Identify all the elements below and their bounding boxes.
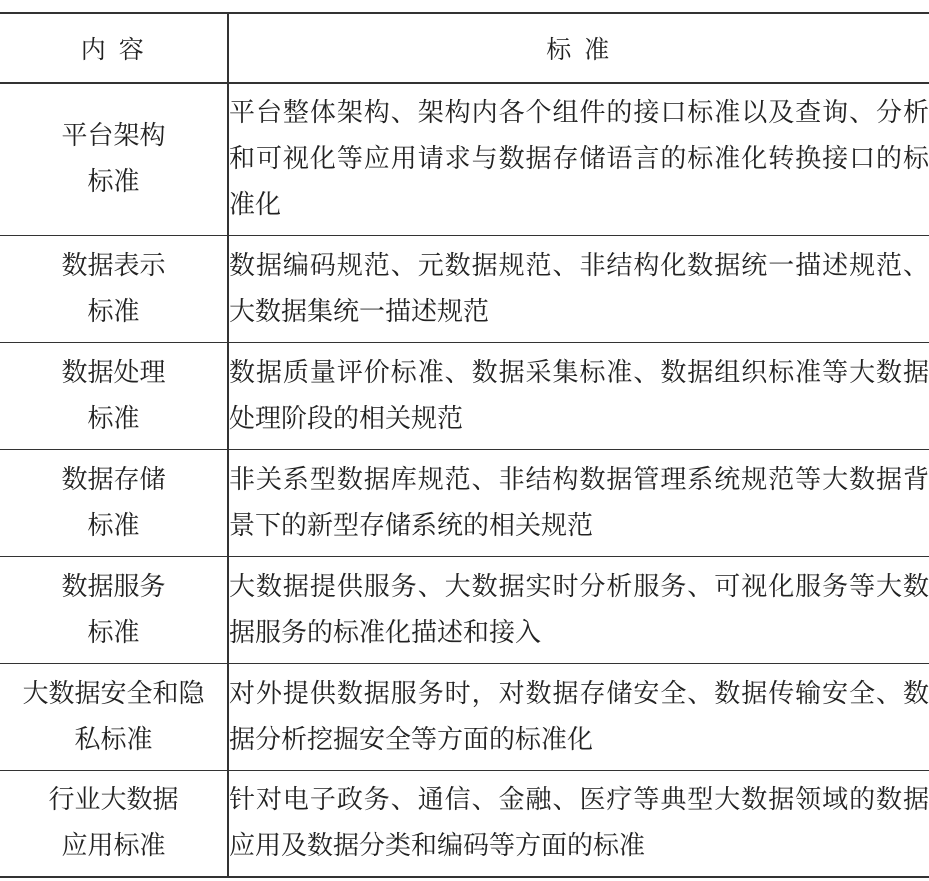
table-row [0, 235, 929, 342]
table-row [0, 770, 929, 877]
table-header-row [0, 13, 929, 83]
standard-cell: 大数据提供服务、大数据实时分析服务、可视化服务等大数据服务的标准化描述和接入 [228, 556, 929, 663]
standard-cell: 针对电子政务、通信、金融、医疗等典型大数据领域的数据应用及数据分类和编码等方面的标准 [228, 770, 929, 877]
table-row [0, 449, 929, 556]
standard-cell: 对外提供数据服务时，对数据存储安全、数据传输安全、数据分析挖掘安全等方面的标准化 [228, 663, 929, 770]
content-cell: 数据服务 标准 [0, 556, 228, 663]
header-content: 内 容 [0, 13, 228, 83]
content-cell: 数据表示 标准 [0, 235, 228, 342]
standard-cell: 非关系型数据库规范、非结构数据管理系统规范等大数据背景下的新型存储系统的相关规范 [228, 449, 929, 556]
standard-cell: 平台整体架构、架构内各个组件的接口标准以及查询、分析和可视化等应用请求与数据存储语言的标准化转换接口的标准化 [228, 83, 929, 235]
standard-cell: 数据编码规范、元数据规范、非结构化数据统一描述规范、大数据集统一描述规范 [228, 235, 929, 342]
table-row [0, 342, 929, 449]
standards-table [0, 12, 929, 878]
table-row [0, 556, 929, 663]
table-row [0, 663, 929, 770]
content-cell: 行业大数据 应用标准 [0, 770, 228, 877]
header-standard: 标 准 [228, 13, 929, 83]
content-cell: 平台架构 标准 [0, 83, 228, 235]
standard-cell: 数据质量评价标准、数据采集标准、数据组织标准等大数据处理阶段的相关规范 [228, 342, 929, 449]
content-cell: 数据存储 标准 [0, 449, 228, 556]
table-row [0, 83, 929, 235]
content-cell: 大数据安全和隐 私标准 [0, 663, 228, 770]
content-cell: 数据处理 标准 [0, 342, 228, 449]
